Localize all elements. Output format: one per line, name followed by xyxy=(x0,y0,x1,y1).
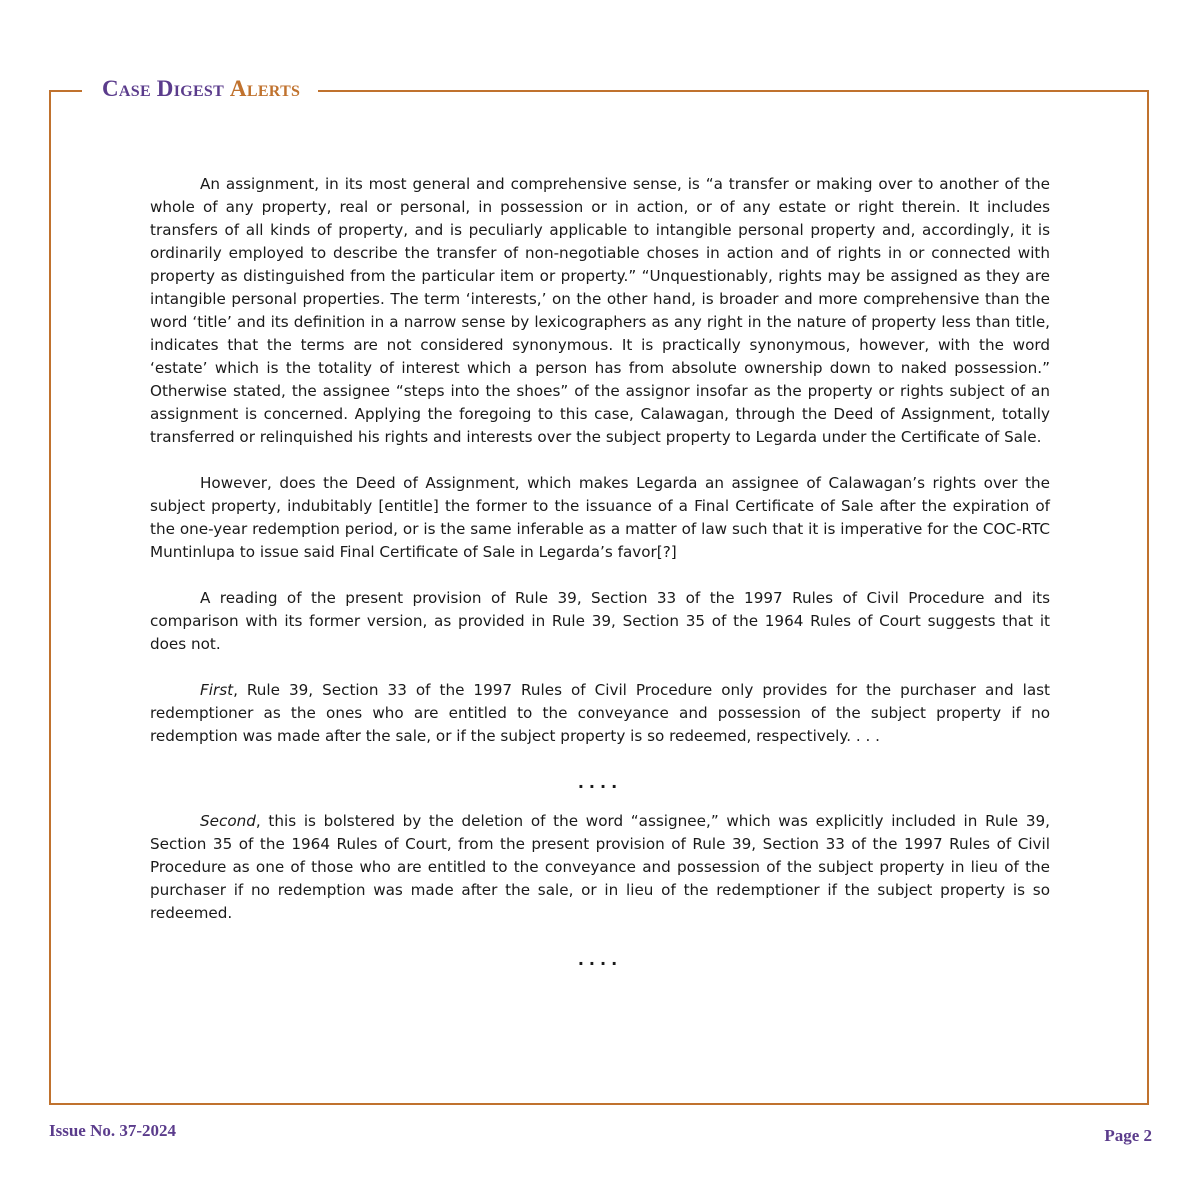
ellipsis-separator: .... xyxy=(577,950,623,969)
paragraph-first-point xyxy=(150,679,1050,748)
first-lead: First xyxy=(200,681,234,699)
paragraph-second-point xyxy=(150,810,1050,925)
paragraph-assignment-definition: An assignment, in its most general and comprehensive sense, is “a transfer or making over to another of the whole of any property, real or personal, in possession or in action, or of any estate or right therein. It includes transfers of all kinds of property, and is peculiarly applicable to intangible personal property and, accordingly, it is ordinarily employed to describe the transfer of non-negotiable choses in action and of rights in or connected with property as distinguished from the particular item or property.” “Unquestionably, rights may be assigned as they are intangible personal properties. The term ‘interests,’ on the other hand, is broader and more comprehensive than the word ‘title’ and its definition in a narrow sense by lexicographers as any right in the nature of property less than title, indicates that the terms are not considered synonymous. It is practically synonymous, however, with the word ‘estate’ which is the totality of interest which a person has from absolute ownership down to naked possession.” Otherwise stated, the assignee “steps into the shoes” of the assignor insofar as the property or rights subject of an assignment is concerned. Applying the foregoing to this case, Calawagan, through the Deed of Assignment, totally transferred or relinquished his rights and interests over the subject property to Legarda under the Certificate of Sale. xyxy=(150,175,1050,446)
first-text: , Rule 39, Section 33 of the 1997 Rules of Civil Procedure only provides for the purchaser and last redemptioner as the ones who are entitled to the conveyance and possession of the subject property if no redemption was made after the sale, or if the subject property is so redeemed, respectively. . . . xyxy=(150,681,1050,745)
article-body xyxy=(150,173,1050,987)
paragraph-rule-comparison: A reading of the present provision of Rule 39, Section 33 of the 1997 Rules of Civil Procedure and its comparison with its former version, as provided in Rule 39, Section 35 of the 1964 Rules of Court suggests that it does not. xyxy=(150,589,1050,653)
issue-number: Issue No. 37-2024 xyxy=(49,1121,177,1140)
title-word-case: CASE xyxy=(102,76,151,101)
title-word-alerts: ALERTS xyxy=(229,76,301,101)
paragraph-deed-question: However, does the Deed of Assignment, which makes Legarda an assignee of Calawagan’s rights over the subject property, indubitably [entitle] the former to the issuance of a Final Certificate of Sale after the expiration of the one-year redemption period, or is the same inferable as a matter of law such that it is imperative for the COC-RTC Muntinlupa to issue said Final Certificate of Sale in Legarda’s favor[?] xyxy=(150,474,1050,561)
ellipsis-separator: .... xyxy=(577,773,623,792)
second-lead: Second xyxy=(200,812,256,830)
publication-title xyxy=(82,74,318,107)
second-text: , this is bolstered by the deletion of the word “assignee,” which was explicitly included in Rule 39, Section 35 of the 1964 Rules of Court, from the present provision of Rule 39, Section 33 of the 1997 Rules of Civil Procedure as one of those who are entitled to the conveyance and possession of the subject property in lieu of the purchaser if no redemption was made after the sale, or in lieu of the redemptioner if the subject property is so redeemed. xyxy=(150,812,1050,922)
title-word-digest: DIGEST xyxy=(156,76,225,101)
page-number: Page 2 xyxy=(1104,1126,1152,1145)
